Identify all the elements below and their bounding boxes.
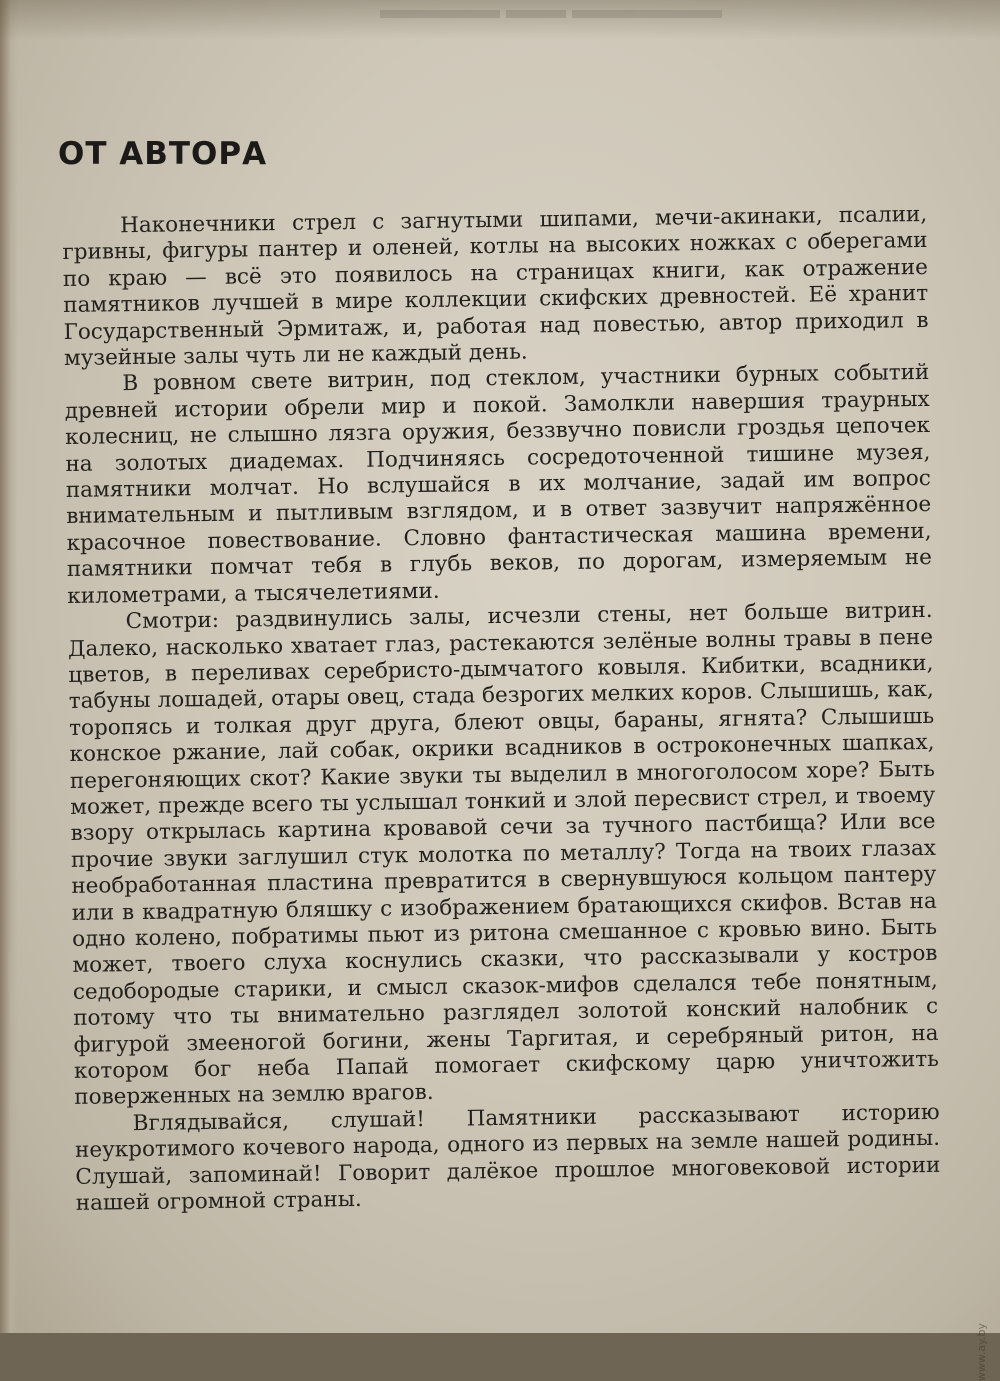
paragraph-3: Смотри: раздвинулись залы, исчезли стены, нет больше витрин. Далеко, насколько хватает глаз, растекаются зелёные волны травы в пене цветов, в переливах серебристо-дымчатого ковыля. Кибитки, всадники, табуны лошадей, отары овец, стада безрогих мелких коров. Слышишь, как, торопясь и толкая друг друга, блеют овцы, бараны, ягнята? Слышишь конское ржание, лай собак, окрики всадников в остроконечных шапках, перегоняющих скот? Какие звуки ты выделил в многоголосом хоре? Быть может, прежде всего ты услышал тонкий и злой пересвист стрел, и твоему взору открылась картина кровавой сечи за тучного пастбища? Или все прочие звуки заглушил стук молотка по металлу? Тогда на твоих глазах необработанная пластина превратится в свернувшуюся кольцом пантеру или в квадратную бляшку с изображением братающихся скифов. Встав на одно колено, побратимы пьют из ритона смешанное с кровью вино. Быть может, твоего слуха коснулись сказки, что рассказывали у костров седобородые старики, и смысл сказок-мифов сделался тебе понятным, потому что ты внимательно разглядел золотой конский налобник с фигурой змееногой богини, жены Таргитая, и серебряный ритон, на котором бог неба Папай помогает скифскому царю уничтожить поверженных на землю врагов. [67,597,940,1111]
body-text [62,202,941,1217]
show-through-text [380,0,800,30]
page-title: ОТ АВТОРА [58,136,268,172]
paragraph-4: Вглядывайся, слушай! Памятники рассказывают историю неукротимого кочевого народа, одного из первых на земле нашей родины. Слушай, запоминай! Говорит далёкое прошлое многовековой истории нашей огромной страны. [74,1099,941,1216]
site-watermark: www.ay.by [975,1323,988,1381]
paragraph-1: Наконечники стрел с загнутыми шипами, мечи-акинаки, псалии, гривны, фигуры пантер и оленей, котлы на высоких ножках с оберегами по краю — всё это появилось на страницах книги, как отражение памятников лучшей в мире коллекции скифских древностей. Её хранит Государственный Эрмитаж, и, работая над повестью, автор приходил в музейные залы чуть ли не каждый день. [62,201,929,372]
page-edge-shadow [0,0,18,1333]
paragraph-2: В ровном свете витрин, под стеклом, участники бурных событий древней истории обрели мир и покой. Замолкли навершия траурных колесниц, не слышно лязга оружия, беззвучно повисли гроздья цепочек на золотых диадемах. Подчиняясь сосредоточенной тишине музея, памятники молчат. Но вслушайся в их молчание, задай им вопрос внимательным и пытливым взглядом, и в ответ зазвучит напряжённое красочное повествование. Словно фантастическая машина времени, памятники помчат тебя в глубь веков, по дорогам, измеряемым не километрами, а тысячелетиями. [64,360,933,609]
